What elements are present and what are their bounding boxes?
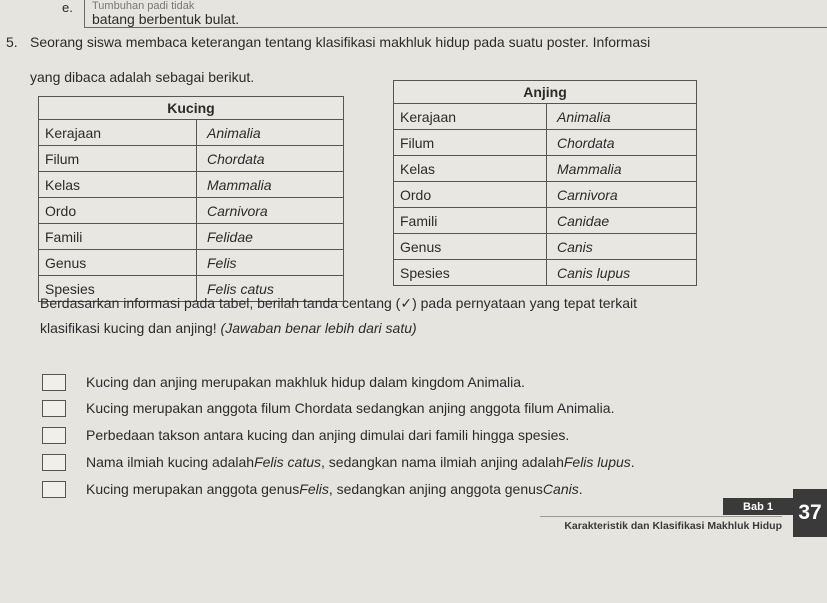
table-row bbox=[394, 104, 697, 130]
table-row bbox=[394, 260, 697, 286]
rank-cell: Famili bbox=[39, 224, 197, 250]
previous-item-text: batang berbentuk bulat. bbox=[92, 11, 240, 27]
statement-scientific-name: Felis catus bbox=[254, 454, 322, 470]
anjing-table-title: Anjing bbox=[394, 81, 697, 104]
page-number: 37 bbox=[793, 489, 827, 537]
instruction-line1: Berdasarkan informasi pada tabel, berilah tanda centang (✓) pada pernyataan yang tepat terkait bbox=[40, 295, 637, 311]
rank-cell: Genus bbox=[394, 234, 547, 260]
rank-cell: Ordo bbox=[394, 182, 547, 208]
table-row bbox=[39, 250, 344, 276]
kucing-table-title: Kucing bbox=[39, 97, 344, 120]
taxon-cell: Chordata bbox=[547, 130, 697, 156]
table-row bbox=[394, 130, 697, 156]
statement-text: Perbedaan takson antara kucing dan anjing dimulai dari famili hingga spesies. bbox=[86, 427, 570, 443]
question-text-line1: Seorang siswa membaca keterangan tentang klasifikasi makhluk hidup pada suatu poster. Informasi bbox=[30, 34, 651, 50]
rank-cell: Filum bbox=[394, 130, 547, 156]
anjing-classification-table bbox=[393, 80, 697, 286]
statement-text-part: . bbox=[578, 481, 583, 497]
statement-item bbox=[42, 372, 525, 392]
statement-text: Kucing dan anjing merupakan makhluk hidup dalam kingdom Animalia. bbox=[86, 374, 525, 390]
question-text-line2: yang dibaca adalah sebagai berikut. bbox=[30, 69, 255, 85]
statement-text: Kucing merupakan anggota filum Chordata sedangkan anjing anggota filum Animalia. bbox=[86, 400, 615, 416]
rank-cell: Kerajaan bbox=[394, 104, 547, 130]
statement-text-part: Kucing merupakan anggota genus bbox=[86, 481, 300, 497]
statement-scientific-name: Felis bbox=[299, 481, 329, 497]
table-row bbox=[394, 156, 697, 182]
table-row bbox=[394, 182, 697, 208]
kucing-classification-table bbox=[38, 96, 344, 302]
table-row bbox=[39, 120, 344, 146]
rank-cell: Famili bbox=[394, 208, 547, 234]
statement-checkbox[interactable] bbox=[42, 454, 66, 471]
statement-scientific-name: Felis lupus bbox=[563, 454, 631, 470]
table-row bbox=[394, 208, 697, 234]
rank-cell: Ordo bbox=[39, 198, 197, 224]
taxon-cell: Mammalia bbox=[547, 156, 697, 182]
taxon-cell: Canidae bbox=[547, 208, 697, 234]
taxon-cell: Mammalia bbox=[197, 172, 344, 198]
rank-cell: Kelas bbox=[394, 156, 547, 182]
statement-scientific-name: Canis bbox=[542, 481, 579, 497]
statement-checkbox[interactable] bbox=[42, 481, 66, 498]
instruction-text: klasifikasi kucing dan anjing! bbox=[40, 320, 217, 336]
table-row bbox=[39, 198, 344, 224]
table-row bbox=[39, 224, 344, 250]
statement-text-part: , sedangkan nama ilmiah anjing adalah bbox=[321, 454, 564, 470]
previous-item-text-cut: Tumbuhan padi tidak bbox=[92, 0, 195, 12]
rank-cell: Spesies bbox=[39, 276, 197, 302]
taxon-cell: Canis lupus bbox=[547, 260, 697, 286]
instruction-note: (Jawaban benar lebih dari satu) bbox=[220, 320, 417, 336]
rank-cell: Genus bbox=[39, 250, 197, 276]
statement-text-part: Nama ilmiah kucing adalah bbox=[86, 454, 255, 470]
statement-item bbox=[42, 398, 614, 418]
rank-cell: Spesies bbox=[394, 260, 547, 286]
previous-item-letter: e. bbox=[62, 0, 73, 15]
taxon-cell: Canis bbox=[547, 234, 697, 260]
statement-item bbox=[42, 479, 583, 499]
chapter-title: Karakteristik dan Klasifikasi Makhluk Hidup bbox=[540, 516, 782, 534]
chapter-label: Bab 1 bbox=[723, 498, 793, 515]
statement-checkbox[interactable] bbox=[42, 427, 66, 444]
taxon-cell: Animalia bbox=[547, 104, 697, 130]
rank-cell: Kerajaan bbox=[39, 120, 197, 146]
taxon-cell: Felis catus bbox=[197, 276, 344, 302]
taxon-cell: Felidae bbox=[197, 224, 344, 250]
taxon-cell: Felis bbox=[197, 250, 344, 276]
statement-text-part: . bbox=[630, 454, 635, 470]
taxon-cell: Animalia bbox=[197, 120, 344, 146]
statement-text-part: , sedangkan anjing anggota genus bbox=[328, 481, 543, 497]
instruction-line2 bbox=[40, 320, 417, 336]
question-number: 5. bbox=[6, 34, 18, 50]
table-row bbox=[39, 172, 344, 198]
statement-item bbox=[42, 425, 569, 445]
statement-item bbox=[42, 452, 635, 472]
rank-cell: Kelas bbox=[39, 172, 197, 198]
taxon-cell: Carnivora bbox=[547, 182, 697, 208]
taxon-cell: Chordata bbox=[197, 146, 344, 172]
table-row bbox=[39, 146, 344, 172]
taxon-cell: Carnivora bbox=[197, 198, 344, 224]
statement-checkbox[interactable] bbox=[42, 374, 66, 391]
rank-cell: Filum bbox=[39, 146, 197, 172]
statement-checkbox[interactable] bbox=[42, 400, 66, 417]
table-row bbox=[394, 234, 697, 260]
